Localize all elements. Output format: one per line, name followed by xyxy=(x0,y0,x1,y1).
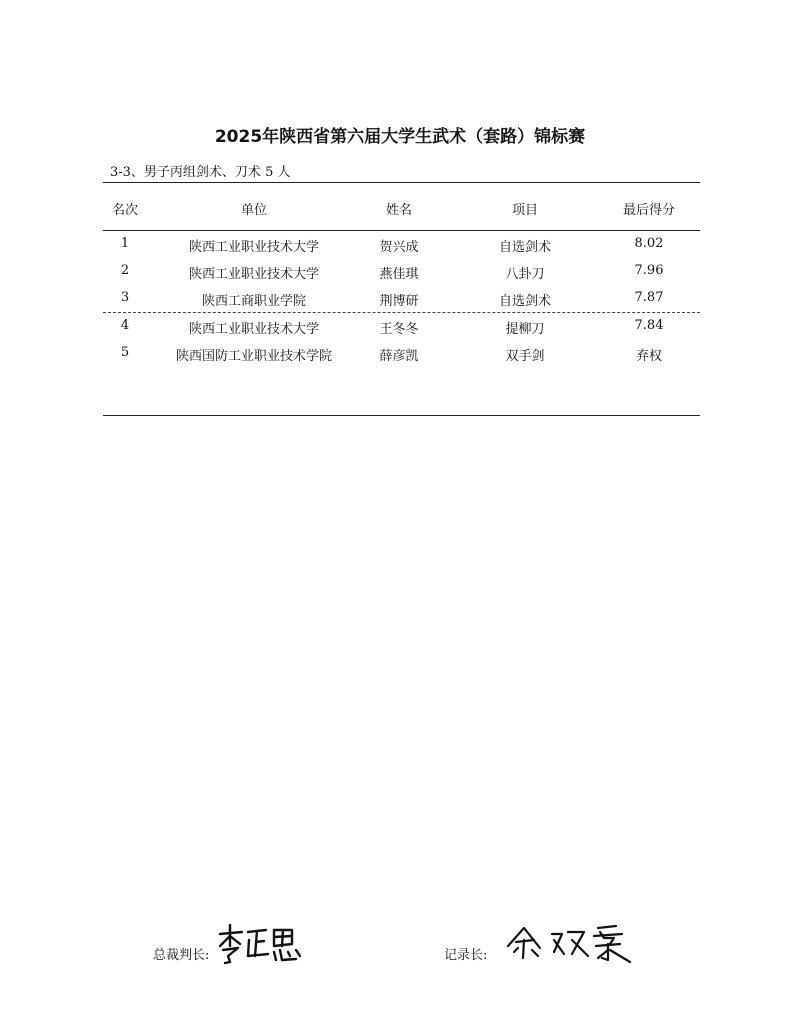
table-row xyxy=(103,263,700,283)
chief-judge-signature xyxy=(216,922,302,966)
table-row xyxy=(103,236,700,256)
row-unit: 陕西工业职业技术大学 xyxy=(188,267,319,282)
row-name: 荆博研 xyxy=(379,294,419,309)
row-rank: 3 xyxy=(120,290,130,305)
row-score: 8.02 xyxy=(634,236,664,251)
row-rank: 2 xyxy=(120,263,130,278)
row-score: 7.84 xyxy=(634,318,664,333)
recorder-signature xyxy=(504,918,634,966)
recorder-label: 记录长: xyxy=(444,948,488,963)
row-unit: 陕西工商职业学院 xyxy=(201,294,306,309)
page-title: 2025年陕西省第六届大学生武术（套路）锦标赛 xyxy=(214,127,586,147)
row-score: 7.87 xyxy=(634,290,664,305)
row-score: 弃权 xyxy=(635,349,662,364)
header-score: 最后得分 xyxy=(622,203,675,218)
header-name: 姓名 xyxy=(385,203,412,218)
row-event: 双手剑 xyxy=(505,349,545,364)
qualification-dashed-rule xyxy=(103,312,700,313)
row-name: 燕佳琪 xyxy=(379,267,419,282)
row-event: 自选剑术 xyxy=(498,294,551,309)
row-name: 薛彦凯 xyxy=(379,349,419,364)
header-event: 项目 xyxy=(511,203,538,218)
row-name: 王冬冬 xyxy=(379,322,419,337)
row-rank: 4 xyxy=(120,318,130,333)
header-bottom-rule xyxy=(103,230,700,231)
chief-judge-label: 总裁判长: xyxy=(153,948,210,963)
table-top-rule xyxy=(103,182,700,183)
row-rank: 1 xyxy=(120,236,130,251)
row-event: 八卦刀 xyxy=(505,267,545,282)
table-header xyxy=(103,199,700,219)
row-unit: 陕西国防工业职业技术学院 xyxy=(175,349,332,364)
table-row xyxy=(103,290,700,310)
row-event: 提柳刀 xyxy=(505,322,545,337)
row-unit: 陕西工业职业技术大学 xyxy=(188,240,319,255)
table-row xyxy=(103,345,700,365)
row-event: 自选剑术 xyxy=(498,240,551,255)
row-rank: 5 xyxy=(120,345,130,360)
header-rank: 名次 xyxy=(111,203,138,218)
row-unit: 陕西工业职业技术大学 xyxy=(188,322,319,337)
row-name: 贺兴成 xyxy=(379,240,419,255)
table-bottom-rule xyxy=(103,415,700,416)
header-unit: 单位 xyxy=(240,203,267,218)
table-row xyxy=(103,318,700,338)
row-score: 7.96 xyxy=(634,263,664,278)
event-subtitle: 3-3、男子丙组剑术、刀术 5 人 xyxy=(110,165,291,180)
